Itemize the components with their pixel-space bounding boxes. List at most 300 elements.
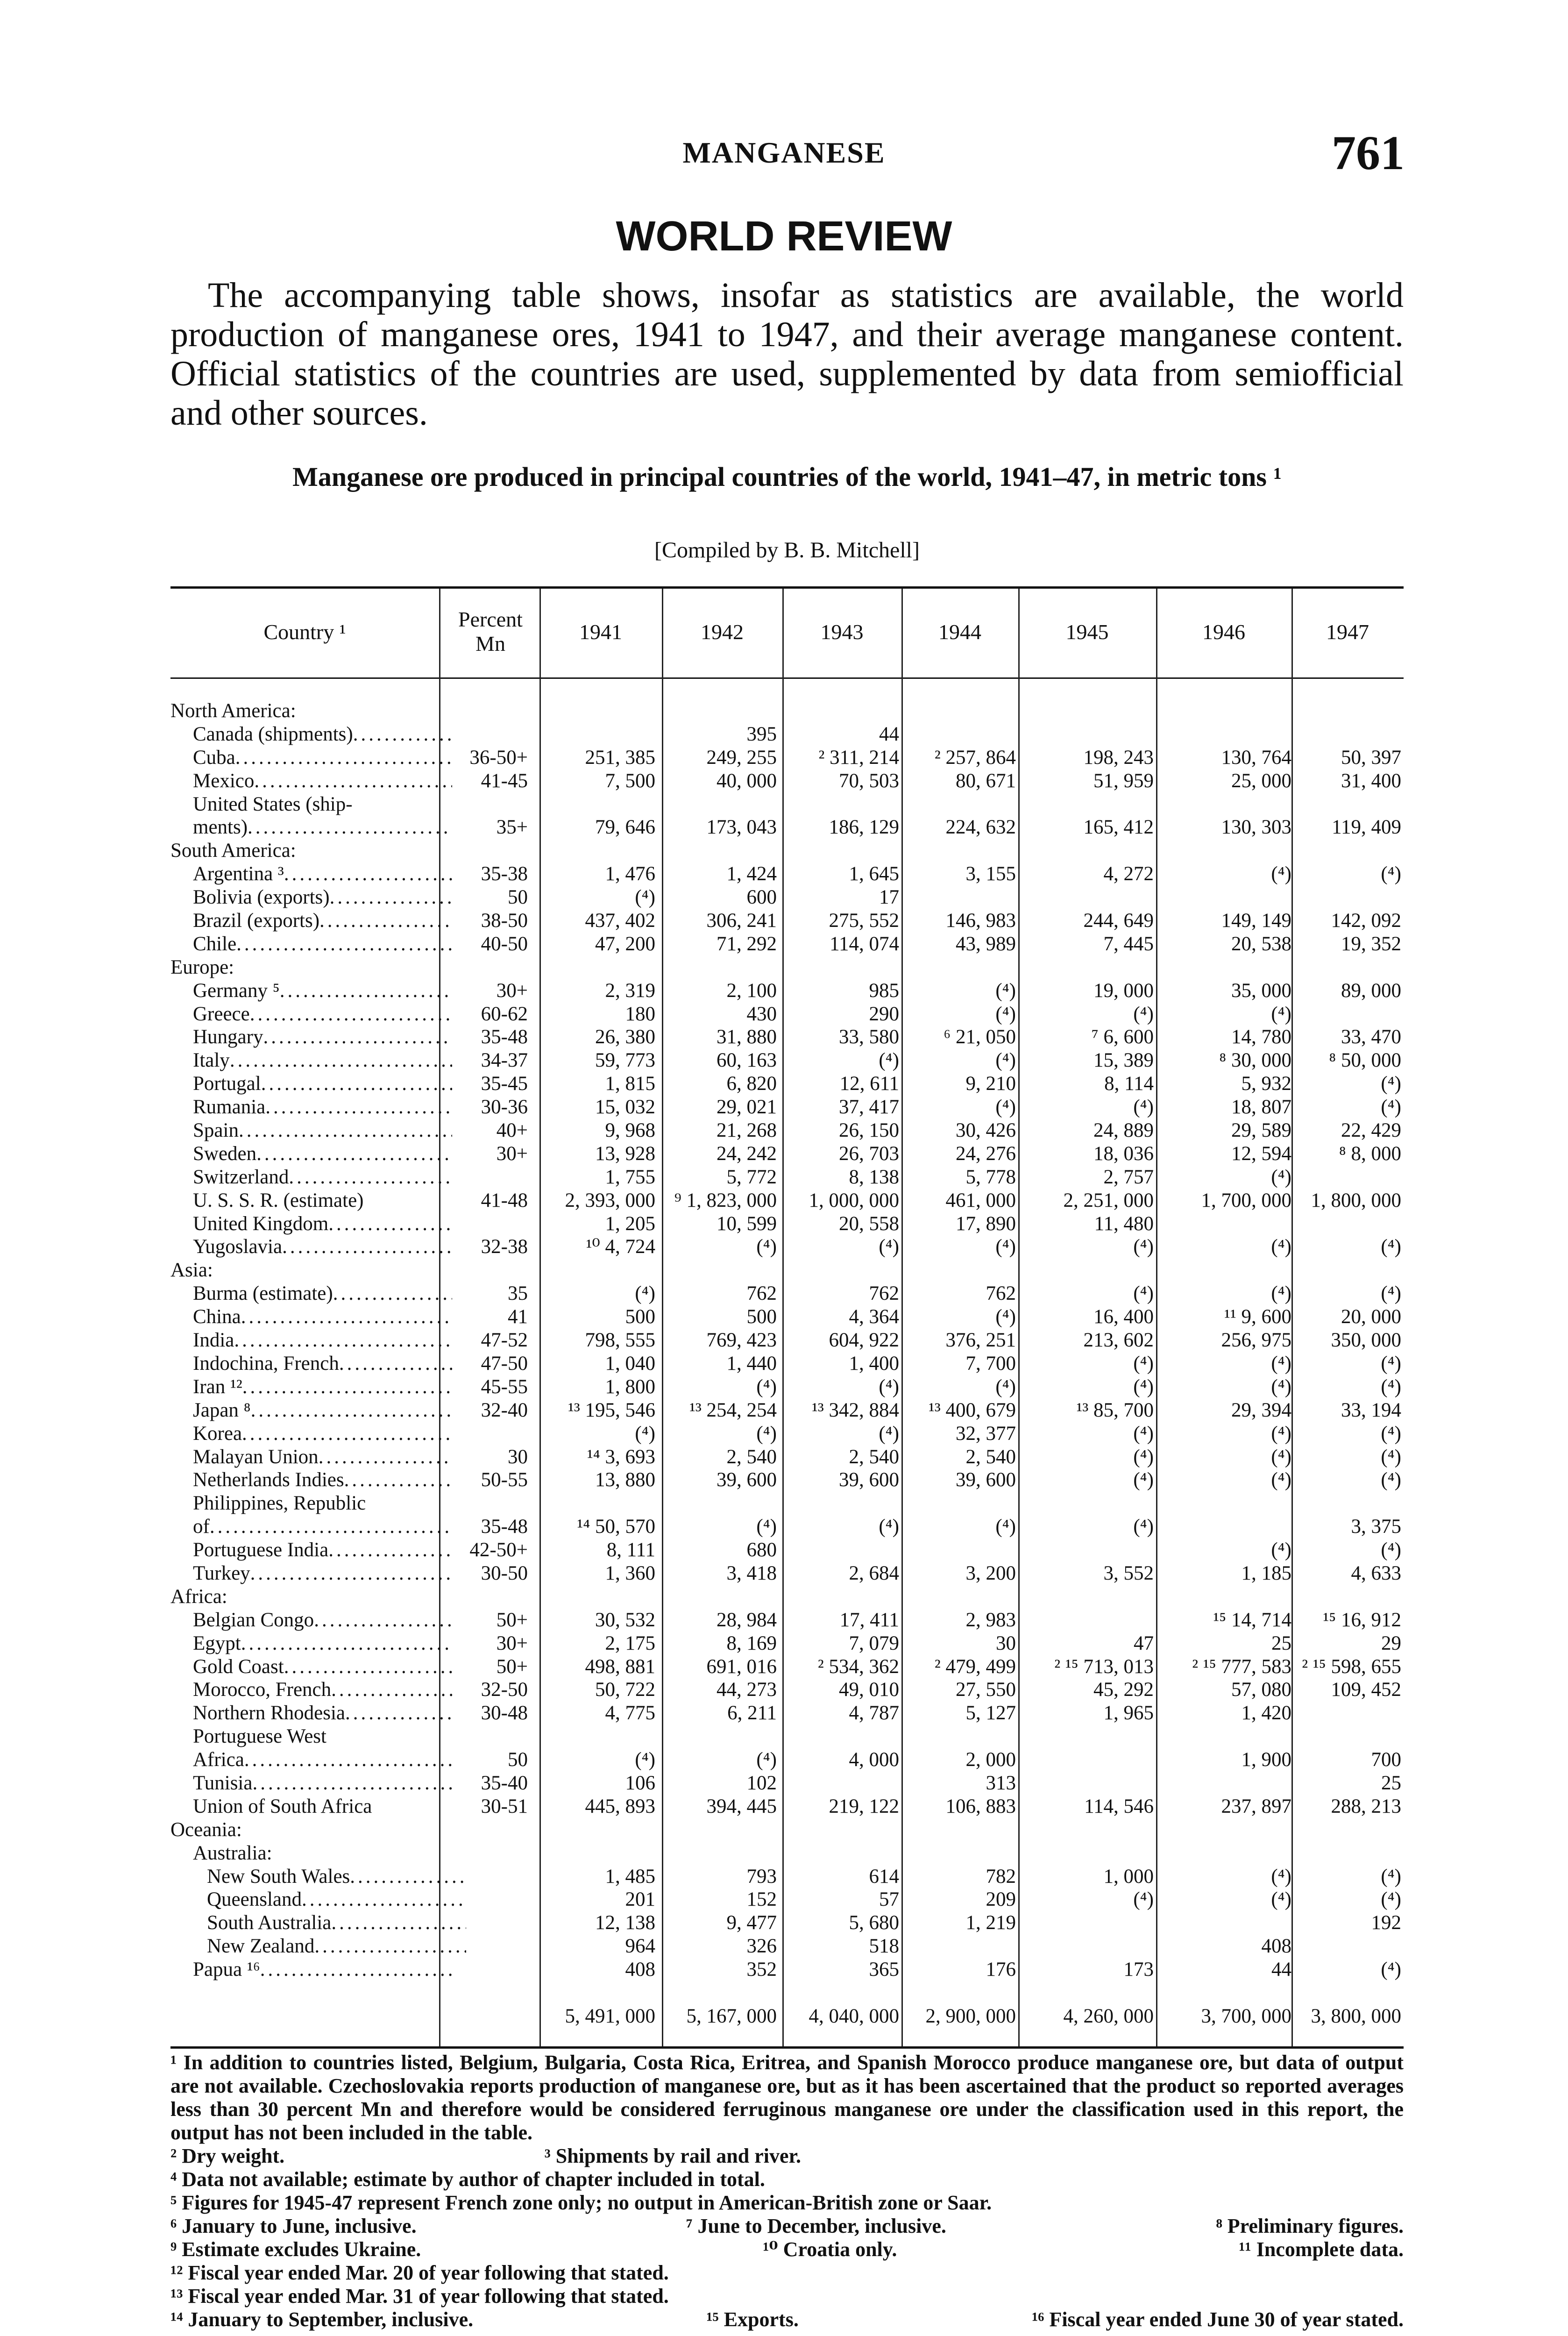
country-name: ments) ..... — [170, 816, 452, 839]
value-cell: 15, 389 — [1093, 1049, 1154, 1072]
production-table — [170, 586, 1404, 2049]
value-cell: 350, 000 — [1331, 1329, 1401, 1352]
country-name: Philippines, Republic — [193, 1492, 366, 1515]
country-name: Hungary ..... — [170, 1026, 452, 1049]
table-row — [170, 1305, 1404, 1329]
value-cell: 9, 210 — [965, 1073, 1016, 1095]
value-cell: 7, 445 — [1103, 933, 1154, 955]
value-cell: (⁴) — [1381, 1865, 1401, 1887]
value-cell: ² 479, 499 — [934, 1655, 1016, 1678]
value-cell: 119, 409 — [1332, 816, 1401, 839]
header-year: 1945 — [1065, 620, 1109, 644]
footnote: ¹⁶ Fiscal year ended June 30 of year stated. — [1032, 2308, 1404, 2331]
percent-mn-cell: 30+ — [496, 1142, 528, 1165]
table-row — [170, 886, 1404, 909]
table-row — [170, 1842, 1404, 1865]
value-cell: 4, 775 — [605, 1702, 655, 1724]
value-cell: (⁴) — [995, 1236, 1016, 1258]
table-row — [170, 1329, 1404, 1352]
value-cell: 1, 205 — [605, 1212, 655, 1235]
value-cell: 7, 079 — [849, 1632, 899, 1654]
value-cell: 57 — [879, 1888, 899, 1911]
value-cell: 288, 213 — [1331, 1795, 1401, 1817]
value-cell: 44 — [879, 723, 899, 745]
percent-mn-cell: 50+ — [496, 1609, 528, 1631]
table-row — [170, 1212, 1404, 1236]
value-cell: 290 — [869, 1003, 899, 1025]
value-cell: 39, 600 — [956, 1469, 1016, 1491]
value-cell: 1, 815 — [605, 1073, 655, 1095]
value-cell: 29, 394 — [1231, 1399, 1291, 1421]
footnote: ⁸ Preliminary figures. — [1216, 2215, 1404, 2237]
value-cell: (⁴) — [756, 1516, 777, 1538]
country-name: Queensland ..... — [170, 1888, 466, 1911]
value-cell: 244, 649 — [1083, 910, 1154, 932]
value-cell: ² ¹⁵ 777, 583 — [1192, 1655, 1291, 1678]
value-cell: 44 — [1271, 1959, 1291, 1981]
value-cell: 80, 671 — [956, 769, 1016, 792]
value-cell: (⁴) — [995, 1003, 1016, 1025]
value-cell: 680 — [746, 1539, 777, 1561]
value-cell: 1, 700, 000 — [1201, 1189, 1291, 1211]
value-cell: (⁴) — [1381, 1282, 1401, 1305]
value-cell: (⁴) — [1381, 1096, 1401, 1118]
footnote: ¹¹ Incomplete data. — [1239, 2238, 1404, 2261]
value-cell: 408 — [1261, 1935, 1291, 1958]
percent-mn-cell: 30-36 — [481, 1096, 528, 1118]
value-cell: 25 — [1271, 1632, 1291, 1654]
value-cell: 5, 932 — [1241, 1073, 1291, 1095]
value-cell: (⁴) — [1271, 1003, 1291, 1025]
value-cell: 3, 552 — [1103, 1562, 1154, 1584]
table-row — [170, 933, 1404, 956]
percent-mn-cell: 41-45 — [481, 769, 528, 792]
value-cell: (⁴) — [1271, 1352, 1291, 1375]
table-header-rule — [170, 677, 1404, 679]
table-row — [170, 1399, 1404, 1422]
value-cell: 2, 175 — [605, 1632, 655, 1654]
country-name: Morocco, French ..... — [170, 1678, 452, 1702]
value-cell: 3, 700, 000 — [1201, 2005, 1291, 2027]
value-cell: 256, 975 — [1221, 1329, 1291, 1352]
value-cell: 11, 480 — [1094, 1212, 1154, 1235]
value-cell: 40, 000 — [717, 769, 777, 792]
value-cell: ² ¹⁵ 598, 655 — [1302, 1655, 1401, 1678]
value-cell: 49, 010 — [839, 1679, 899, 1701]
value-cell: 20, 558 — [839, 1212, 899, 1235]
value-cell: 9, 968 — [605, 1119, 655, 1142]
country-name: Malayan Union ..... — [170, 1446, 452, 1469]
value-cell: 19, 000 — [1093, 979, 1154, 1002]
table-row — [170, 816, 1404, 839]
value-cell: 376, 251 — [945, 1329, 1016, 1352]
value-cell: (⁴) — [1271, 1166, 1291, 1188]
value-cell: 395 — [746, 723, 777, 745]
value-cell: 142, 092 — [1331, 910, 1401, 932]
value-cell: 6, 211 — [727, 1702, 777, 1724]
value-cell: 5, 167, 000 — [686, 2005, 777, 2027]
value-cell: 614 — [869, 1865, 899, 1887]
value-cell: 57, 080 — [1231, 1679, 1291, 1701]
value-cell: ¹³ 342, 884 — [811, 1399, 899, 1421]
value-cell: 2, 000 — [965, 1749, 1016, 1771]
value-cell: ¹³ 400, 679 — [928, 1399, 1016, 1421]
country-name: Japan ⁸ ..... — [170, 1399, 452, 1422]
percent-mn-cell: 38-50 — [481, 910, 528, 932]
percent-mn-cell: 35-48 — [481, 1026, 528, 1048]
value-cell: 691, 016 — [706, 1655, 777, 1678]
value-cell: 604, 922 — [829, 1329, 899, 1352]
table-row — [170, 746, 1404, 769]
table-row — [170, 1119, 1404, 1142]
value-cell: 1, 420 — [1241, 1702, 1291, 1724]
percent-mn-cell: 45-55 — [481, 1375, 528, 1398]
footnote: ¹ In addition to countries listed, Belgium, Bulgaria, Costa Rica, Eritrea, and Spanish Morocco produce manganese ore, but data of output are not available. Czechoslovakia reports production of manganese ore, but as it has been ascertained that the product so reported averages less than 30 percent Mn and therefore would be considered ferruginous manganese ore under the classification used in this report, the output has not been included in the table. — [170, 2051, 1404, 2144]
value-cell: 10, 599 — [717, 1212, 777, 1235]
value-cell: 18, 036 — [1093, 1142, 1154, 1165]
value-cell: 1, 900 — [1241, 1749, 1291, 1771]
value-cell: 6, 820 — [726, 1073, 777, 1095]
table-row — [170, 1935, 1404, 1958]
value-cell: (⁴) — [1381, 1888, 1401, 1911]
table-body — [170, 699, 1404, 2028]
table-row — [170, 769, 1404, 793]
value-cell: (⁴) — [1381, 1469, 1401, 1491]
value-cell: 70, 503 — [839, 769, 899, 792]
table-row — [170, 1166, 1404, 1189]
table-row — [170, 1003, 1404, 1026]
value-cell: ⁸ 8, 000 — [1339, 1142, 1401, 1165]
country-name: China ..... — [170, 1305, 452, 1329]
country-name: Spain ..... — [170, 1119, 452, 1142]
percent-mn-cell: 35-40 — [481, 1772, 528, 1794]
value-cell: 114, 074 — [830, 933, 899, 955]
percent-mn-cell: 32-38 — [481, 1236, 528, 1258]
value-cell: 4, 000 — [849, 1749, 899, 1771]
percent-mn-cell: 42-50+ — [469, 1539, 528, 1561]
value-cell: 1, 476 — [605, 863, 655, 885]
value-cell: 5, 680 — [849, 1912, 899, 1934]
value-cell: 408 — [625, 1959, 655, 1981]
percent-mn-cell: 50+ — [496, 1655, 528, 1678]
value-cell: 17, 411 — [839, 1609, 899, 1631]
value-cell: ² 257, 864 — [934, 746, 1016, 769]
value-cell: 29, 021 — [717, 1096, 777, 1118]
value-cell: (⁴) — [1381, 1446, 1401, 1468]
value-cell: ² 311, 214 — [818, 746, 899, 769]
value-cell: 1, 400 — [849, 1352, 899, 1375]
country-name: Indochina, French ..... — [170, 1352, 452, 1375]
running-head: MANGANESE — [682, 136, 886, 169]
percent-mn-cell: 34-37 — [481, 1049, 528, 1072]
table-row — [170, 1422, 1404, 1446]
value-cell: 17 — [879, 886, 899, 909]
value-cell: 365 — [869, 1959, 899, 1981]
value-cell: (⁴) — [1271, 1236, 1291, 1258]
value-cell: 30, 532 — [595, 1609, 655, 1631]
footnote: ⁴ Data not available; estimate by author of chapter included in total. — [170, 2168, 765, 2191]
country-name: Switzerland ..... — [170, 1166, 452, 1189]
value-cell: (⁴) — [1271, 863, 1291, 885]
value-cell: 209 — [986, 1888, 1016, 1911]
percent-mn-cell: 47-52 — [481, 1329, 528, 1352]
country-name: Union of South Africa — [193, 1795, 372, 1817]
value-cell: 9, 477 — [726, 1912, 777, 1934]
value-cell: 8, 138 — [849, 1166, 899, 1188]
value-cell: 1, 185 — [1241, 1562, 1291, 1584]
value-cell: 1, 800 — [605, 1375, 655, 1398]
value-cell: 275, 552 — [829, 910, 899, 932]
value-cell: 2, 900, 000 — [925, 2005, 1016, 2027]
value-cell: 7, 500 — [605, 769, 655, 792]
value-cell: 1, 800, 000 — [1311, 1189, 1401, 1211]
region-heading: Africa: — [170, 1585, 227, 1608]
value-cell: 2, 319 — [605, 979, 655, 1002]
table-row — [170, 1096, 1404, 1119]
value-cell: 8, 169 — [726, 1632, 777, 1654]
country-name: Belgian Congo ..... — [170, 1609, 452, 1632]
country-name: Sweden ..... — [170, 1142, 452, 1166]
value-cell: (⁴) — [1271, 1469, 1291, 1491]
value-cell: 219, 122 — [829, 1795, 899, 1817]
percent-mn-cell: 35+ — [496, 816, 528, 839]
value-cell: 44, 273 — [717, 1679, 777, 1701]
value-cell: 4, 272 — [1103, 863, 1154, 885]
table-row — [170, 1609, 1404, 1632]
value-cell: (⁴) — [756, 1375, 777, 1398]
value-cell: 20, 538 — [1231, 933, 1291, 955]
value-cell: 600 — [746, 886, 777, 909]
value-cell: 793 — [746, 1865, 777, 1887]
value-cell: 22, 429 — [1341, 1119, 1401, 1142]
table-row — [170, 956, 1404, 979]
country-name: Iran ¹² ..... — [170, 1375, 452, 1399]
value-cell: (⁴) — [995, 1096, 1016, 1118]
value-cell: 28, 984 — [717, 1609, 777, 1631]
table-row — [170, 1352, 1404, 1375]
table-row — [170, 1748, 1404, 1772]
value-cell: (⁴) — [879, 1049, 899, 1072]
value-cell: 8, 114 — [1104, 1073, 1154, 1095]
value-cell: 2, 251, 000 — [1063, 1189, 1154, 1211]
country-name: Yugoslavia ..... — [170, 1235, 452, 1259]
country-name: Papua ¹⁶ ..... — [170, 1958, 452, 1981]
value-cell: 176 — [986, 1959, 1016, 1981]
value-cell: (⁴) — [1381, 1352, 1401, 1375]
footnotes — [170, 2051, 1404, 2331]
value-cell: 352 — [746, 1959, 777, 1981]
header-year: 1943 — [820, 620, 864, 644]
value-cell: 31, 400 — [1341, 769, 1401, 792]
value-cell: 39, 600 — [839, 1469, 899, 1491]
value-cell: 3, 418 — [726, 1562, 777, 1584]
percent-mn-cell: 50 — [508, 886, 528, 909]
value-cell: 106 — [625, 1772, 655, 1794]
value-cell: (⁴) — [995, 979, 1016, 1002]
value-cell: 130, 303 — [1221, 816, 1291, 839]
table-row — [170, 1865, 1404, 1888]
table-row — [170, 1446, 1404, 1469]
footnote: ¹⁴ January to September, inclusive. — [170, 2308, 474, 2331]
value-cell: (⁴) — [1381, 1959, 1401, 1981]
value-cell: (⁴) — [756, 1749, 777, 1771]
header-year: 1947 — [1326, 620, 1369, 644]
country-name: Australia: — [193, 1842, 272, 1864]
header-percent-mn: Percent Mn — [458, 607, 523, 655]
value-cell: 251, 385 — [585, 746, 655, 769]
value-cell: ¹³ 254, 254 — [689, 1399, 777, 1421]
header-country: Country ¹ — [263, 620, 346, 644]
value-cell: 437, 402 — [585, 910, 655, 932]
table-row — [170, 1562, 1404, 1585]
value-cell: 3, 800, 000 — [1311, 2005, 1401, 2027]
percent-mn-cell: 47-50 — [481, 1352, 528, 1375]
value-cell: (⁴) — [635, 1282, 655, 1305]
table-row — [170, 1375, 1404, 1399]
value-cell: 2, 540 — [726, 1446, 777, 1468]
value-cell: 237, 897 — [1221, 1795, 1291, 1817]
value-cell: (⁴) — [1133, 1352, 1154, 1375]
value-cell: 173, 043 — [706, 816, 777, 839]
value-cell: ⁷ 6, 600 — [1091, 1026, 1154, 1048]
value-cell: (⁴) — [1271, 1865, 1291, 1887]
value-cell: 20, 000 — [1341, 1306, 1401, 1328]
value-cell: 39, 600 — [717, 1469, 777, 1491]
percent-mn-cell: 35-38 — [481, 863, 528, 885]
footnote: ² Dry weight. — [170, 2144, 285, 2167]
value-cell: (⁴) — [995, 1375, 1016, 1398]
table-row — [170, 1235, 1404, 1259]
percent-mn-cell: 35-48 — [481, 1516, 528, 1538]
value-cell: 2, 540 — [965, 1446, 1016, 1468]
value-cell: 33, 580 — [839, 1026, 899, 1048]
value-cell: 1, 965 — [1103, 1702, 1154, 1724]
table-row — [170, 723, 1404, 746]
table-row — [170, 1189, 1404, 1212]
country-name: Portugal ..... — [170, 1072, 452, 1096]
value-cell: 71, 292 — [717, 933, 777, 955]
value-cell: 5, 772 — [726, 1166, 777, 1188]
value-cell: 762 — [746, 1282, 777, 1305]
value-cell: 24, 242 — [717, 1142, 777, 1165]
value-cell: ¹³ 195, 546 — [568, 1399, 655, 1421]
table-row — [170, 979, 1404, 1003]
value-cell: 18, 807 — [1231, 1096, 1291, 1118]
value-cell: (⁴) — [1381, 1073, 1401, 1095]
value-cell: ¹⁵ 16, 912 — [1323, 1609, 1401, 1631]
value-cell: 1, 360 — [605, 1562, 655, 1584]
percent-mn-cell: 32-50 — [481, 1679, 528, 1701]
value-cell: (⁴) — [1133, 1516, 1154, 1538]
value-cell: 14, 780 — [1231, 1026, 1291, 1048]
country-name: Korea ..... — [170, 1422, 452, 1446]
value-cell: 2, 100 — [726, 979, 777, 1002]
value-cell: 26, 703 — [839, 1142, 899, 1165]
value-cell: 180 — [625, 1003, 655, 1025]
value-cell: 769, 423 — [706, 1329, 777, 1352]
country-name: Burma (estimate) ..... — [170, 1282, 452, 1305]
value-cell: ¹⁴ 50, 570 — [577, 1516, 655, 1538]
value-cell: 146, 983 — [945, 910, 1016, 932]
country-name: Portuguese West — [193, 1725, 326, 1748]
country-name: New Zealand ..... — [170, 1935, 466, 1958]
value-cell: (⁴) — [1133, 1446, 1154, 1468]
value-cell: 7, 700 — [965, 1352, 1016, 1375]
value-cell: 29, 589 — [1231, 1119, 1291, 1142]
value-cell: 33, 194 — [1341, 1399, 1401, 1421]
total-row — [170, 2005, 1404, 2028]
value-cell: 762 — [869, 1282, 899, 1305]
country-name: Netherlands Indies ..... — [170, 1468, 452, 1492]
value-cell: 30 — [996, 1632, 1016, 1654]
country-name: Germany ⁵ ..... — [170, 979, 452, 1003]
value-cell: 1, 440 — [726, 1352, 777, 1375]
value-cell: ¹¹ 9, 600 — [1224, 1306, 1291, 1328]
header-year: 1942 — [701, 620, 744, 644]
value-cell: 5, 127 — [965, 1702, 1016, 1724]
value-cell: 782 — [986, 1865, 1016, 1887]
value-cell: 1, 000, 000 — [809, 1189, 899, 1211]
value-cell: (⁴) — [1133, 1422, 1154, 1445]
header-year: 1944 — [938, 620, 981, 644]
value-cell: 985 — [869, 979, 899, 1002]
value-cell: 192 — [1371, 1912, 1401, 1934]
country-name: Italy ..... — [170, 1049, 452, 1072]
value-cell: 25 — [1381, 1772, 1401, 1794]
country-name: Northern Rhodesia ..... — [170, 1702, 452, 1725]
table-row — [170, 1492, 1404, 1515]
value-cell: 47, 200 — [595, 933, 655, 955]
table-row — [170, 1282, 1404, 1305]
value-cell: 964 — [625, 1935, 655, 1958]
value-cell: 1, 000 — [1103, 1865, 1154, 1887]
value-cell: 45, 292 — [1093, 1679, 1154, 1701]
value-cell: 109, 452 — [1331, 1679, 1401, 1701]
value-cell: 130, 764 — [1221, 746, 1291, 769]
value-cell: 700 — [1371, 1749, 1401, 1771]
value-cell: 31, 880 — [717, 1026, 777, 1048]
table-row — [170, 839, 1404, 862]
value-cell: 5, 778 — [965, 1166, 1016, 1188]
section-title: WORLD REVIEW — [616, 213, 952, 260]
percent-mn-cell: 30-51 — [481, 1795, 528, 1817]
value-cell: 114, 546 — [1084, 1795, 1154, 1817]
value-cell: 12, 611 — [839, 1073, 899, 1095]
table-row — [170, 1632, 1404, 1655]
value-cell: (⁴) — [635, 886, 655, 909]
value-cell: 149, 149 — [1221, 910, 1291, 932]
table-row — [170, 909, 1404, 933]
value-cell: (⁴) — [1381, 1375, 1401, 1398]
percent-mn-cell: 50-55 — [481, 1469, 528, 1491]
percent-mn-cell: 41 — [508, 1306, 528, 1328]
value-cell: 26, 150 — [839, 1119, 899, 1142]
value-cell: (⁴) — [1133, 1236, 1154, 1258]
value-cell: ⁶ 21, 050 — [944, 1026, 1016, 1048]
value-cell: 4, 040, 000 — [809, 2005, 899, 2027]
value-cell: (⁴) — [1381, 1422, 1401, 1445]
value-cell: 13, 880 — [595, 1469, 655, 1491]
table-credit: [Compiled by B. B. Mitchell] — [654, 538, 920, 563]
value-cell: 4, 260, 000 — [1063, 2005, 1154, 2027]
value-cell: 224, 632 — [945, 816, 1016, 839]
value-cell: (⁴) — [756, 1236, 777, 1258]
value-cell: 762 — [986, 1282, 1016, 1305]
value-cell: 24, 276 — [956, 1142, 1016, 1165]
table-row — [170, 1585, 1404, 1609]
value-cell: (⁴) — [1381, 1236, 1401, 1258]
country-name: Greece ..... — [170, 1003, 452, 1026]
